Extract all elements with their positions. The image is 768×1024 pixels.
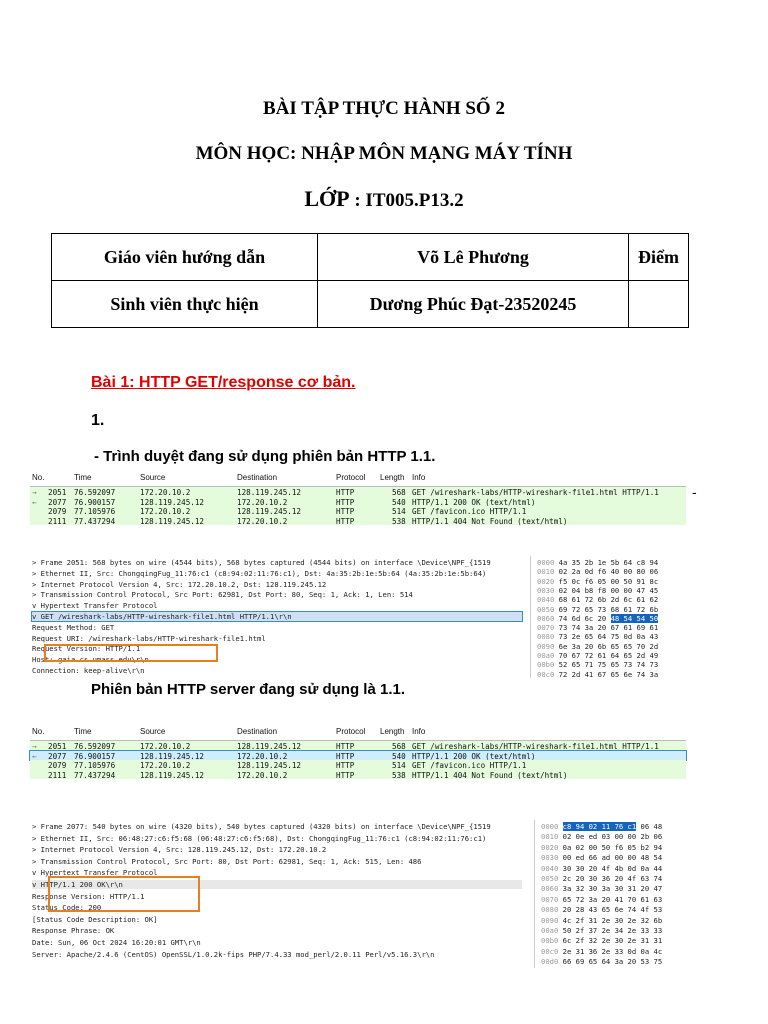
packet-cell-dst: 128.119.245.12 <box>237 761 302 770</box>
hex-offset: 0080 <box>541 905 563 915</box>
class-code: : IT005.P13.2 <box>349 190 464 211</box>
packet-cell-dst: 128.119.245.12 <box>237 507 302 516</box>
detail-line[interactable]: Status Code: 200 <box>32 903 102 913</box>
hex-offset: 0050 <box>541 874 563 883</box>
detail-line[interactable]: > Frame 2077: 540 bytes on wire (4320 bits), 540 bytes captured (4320 bits) on interface \Device\NPF_{1519 <box>32 822 491 831</box>
hex-offset: 0020 <box>537 576 559 586</box>
hex-offset: 0000 <box>541 822 563 831</box>
hex-bytes: 73 2e 65 64 75 0d 0a 43 <box>558 632 659 642</box>
detail-line[interactable]: Response Phrase: OK <box>32 926 115 936</box>
class-label: LỚP <box>304 186 350 211</box>
packet-cell-time: 77.437294 <box>74 516 116 526</box>
response-arrow-icon: ← <box>32 751 37 761</box>
hex-row <box>541 822 662 831</box>
packet-cell-dst: 172.20.10.2 <box>237 497 288 507</box>
packet-cell-dst: 172.20.10.2 <box>237 770 288 780</box>
packet-row[interactable] <box>30 770 686 780</box>
column-header[interactable]: No. <box>32 473 45 482</box>
packet-cell-info: HTTP/1.1 404 Not Found (text/html) <box>412 770 568 780</box>
hex-offset: 0030 <box>537 585 559 595</box>
hex-offset: 00a0 <box>537 651 559 660</box>
hex-offset: 0080 <box>537 632 559 642</box>
student-label: Sinh viên thực hiện <box>52 281 318 328</box>
packet-cell-src: 172.20.10.2 <box>140 761 191 770</box>
hex-offset: 00b0 <box>541 936 563 946</box>
hex-bytes: 02 04 b8 f8 00 00 47 45 <box>558 585 659 595</box>
packet-cell-info: HTTP/1.1 404 Not Found (text/html) <box>412 516 568 526</box>
hex-bytes: 68 61 72 6b 2d 6c 61 62 <box>558 595 659 605</box>
packet-cell-src: 172.20.10.2 <box>140 742 191 751</box>
hex-row <box>537 670 658 678</box>
section-heading: Bài 1: HTTP GET/response cơ bản. <box>91 374 356 391</box>
packet-cell-time: 76.592097 <box>74 742 116 751</box>
hex-bytes: 69 72 65 73 68 61 72 6b <box>558 604 659 614</box>
packet-cell-time: 76.900157 <box>74 497 116 507</box>
doc-title-line1: BÀI TẬP THỰC HÀNH SỐ 2 <box>263 98 505 119</box>
hex-bytes: 20 28 43 65 6e 74 4f 53 <box>562 905 663 915</box>
packet-cell-time: 77.105976 <box>74 761 116 770</box>
hex-row <box>541 843 662 852</box>
packet-cell-len: 568 <box>392 742 406 751</box>
student-name: Dương Phúc Đạt-23520245 <box>318 281 629 328</box>
detail-line[interactable]: Request Method: GET <box>32 622 115 632</box>
hex-row <box>541 864 662 873</box>
hex-bytes: 02 2a 0d f6 40 00 80 06 <box>558 567 659 577</box>
detail-line[interactable]: Date: Sun, 06 Oct 2024 16:20:01 GMT\r\n <box>32 938 201 947</box>
hex-row <box>541 957 662 966</box>
packet-list-1 <box>30 472 686 525</box>
hex-row <box>537 586 658 595</box>
hex-row <box>541 905 662 914</box>
hex-row <box>537 623 658 632</box>
packet-cell-no: 2079 <box>48 507 67 516</box>
detail-line[interactable]: > Internet Protocol Version 4, Src: 128.119.245.12, Dst: 172.20.10.2 <box>32 845 327 855</box>
hex-bytes: f5 0c f6 05 00 50 91 8c <box>558 576 659 586</box>
hex-offset: 00d0 <box>541 957 563 967</box>
column-header[interactable]: Source <box>140 727 166 736</box>
packet-cell-proto: HTTP <box>336 507 355 516</box>
column-header[interactable]: Source <box>140 473 166 482</box>
packet-cell-no: 2077 <box>48 751 67 761</box>
hex-bytes: 2c 20 30 36 20 4f 63 74 <box>562 874 663 883</box>
hex-row <box>537 595 658 604</box>
info-table <box>51 233 689 328</box>
packet-cell-no: 2051 <box>48 488 67 497</box>
detail-line[interactable]: > Internet Protocol Version 4, Src: 172.20.10.2, Dst: 128.119.245.12 <box>32 579 327 589</box>
hex-offset: 00c0 <box>541 946 563 956</box>
hex-offset: 0070 <box>541 894 563 904</box>
packet-cell-len: 514 <box>392 507 406 516</box>
hex-offset: 0010 <box>541 832 563 842</box>
packet-cell-no: 2111 <box>48 770 67 780</box>
packet-bytes-1 <box>530 556 687 678</box>
packet-row[interactable] <box>30 497 686 507</box>
detail-line[interactable]: > Ethernet II, Src: 06:48:27:c6:f5:68 (06:48:27:c6:f5:68), Dst: ChongqingFug_11:76:c1 (c8:94:02:11:76:c1) <box>32 833 487 843</box>
column-header[interactable]: Protocol <box>336 727 366 736</box>
packet-cell-dst: 128.119.245.12 <box>237 488 302 497</box>
hex-bytes: 02 0e ed 03 00 00 2b 06 <box>562 832 663 842</box>
column-header[interactable]: Time <box>74 727 92 736</box>
hex-row <box>541 832 662 841</box>
teacher-name: Võ Lê Phương <box>318 234 629 281</box>
detail-line[interactable]: > Transmission Control Protocol, Src Port: 80, Dst Port: 62981, Seq: 1, Ack: 515, Len: 486 <box>32 856 422 866</box>
packet-cell-dst: 172.20.10.2 <box>237 516 288 526</box>
packet-list-2 <box>30 726 686 779</box>
score-label: Điểm <box>629 234 689 281</box>
answer-line-2: Phiên bản HTTP server đang sử dụng là 1.1. <box>91 681 405 698</box>
detail-line[interactable]: v Hypertext Transfer Protocol <box>32 601 158 611</box>
detail-line[interactable]: > Ethernet II, Src: ChongqingFug_11:76:c1 (c8:94:02:11:76:c1), Dst: 4a:35:2b:1e:5b:64 (4a:35:2b:1e:5b:64) <box>32 568 487 578</box>
doc-title-line3 <box>0 186 768 212</box>
packet-cell-proto: HTTP <box>336 751 355 761</box>
packet-cell-len: 538 <box>392 770 406 780</box>
packet-row[interactable] <box>30 506 686 516</box>
hex-offset: 0050 <box>537 604 559 614</box>
hex-bytes: 50 2f 37 2e 34 2e 33 33 <box>562 926 663 935</box>
hex-row <box>541 926 662 935</box>
packet-cell-src: 128.119.245.12 <box>140 770 205 780</box>
hex-bytes: 06 48 <box>636 822 663 831</box>
packet-cell-src: 172.20.10.2 <box>140 507 191 516</box>
hex-bytes: 0a 02 00 50 f6 05 b2 94 <box>562 842 663 852</box>
detail-line[interactable]: v Hypertext Transfer Protocol <box>32 868 158 878</box>
hex-offset: 0010 <box>537 567 559 577</box>
hex-bytes: 3a 32 30 3a 30 31 20 47 <box>562 884 663 894</box>
detail-line[interactable]: Server: Apache/2.4.6 (CentOS) OpenSSL/1.0.2k-fips PHP/7.4.33 mod_perl/2.0.11 Perl/v5.16.3\r\n <box>32 949 435 959</box>
hex-offset: 0040 <box>537 595 559 605</box>
hex-row <box>537 567 658 576</box>
column-header[interactable]: Protocol <box>336 473 366 482</box>
request-arrow-icon: → <box>32 488 37 497</box>
hex-offset: 0090 <box>537 641 559 651</box>
teacher-label: Giáo viên hướng dẫn <box>52 234 318 281</box>
hex-offset: 0020 <box>541 842 563 852</box>
packet-cell-time: 77.437294 <box>74 770 116 780</box>
hex-offset: 00a0 <box>541 926 563 935</box>
packet-list-header <box>30 472 686 487</box>
packet-bytes-2 <box>534 820 687 968</box>
hex-row <box>541 884 662 893</box>
hex-bytes: 6e 3a 20 6b 65 65 70 2d <box>558 641 659 651</box>
detail-line[interactable]: > Frame 2051: 568 bytes on wire (4544 bits), 568 bytes captured (4544 bits) on interface \Device\NPF_{1519 <box>32 558 491 567</box>
packet-cell-no: 2077 <box>48 497 67 507</box>
request-arrow-icon: → <box>32 742 37 751</box>
packet-row[interactable] <box>30 751 686 761</box>
hex-bytes: 72 2d 41 67 65 6e 74 3a <box>558 669 659 678</box>
packet-cell-proto: HTTP <box>336 761 355 770</box>
hex-row <box>537 605 658 614</box>
packet-list-header <box>30 726 686 741</box>
packet-cell-src: 172.20.10.2 <box>140 488 191 497</box>
hex-bytes: 74 6d 6c 20 <box>558 613 611 623</box>
column-header[interactable]: Length <box>380 727 405 736</box>
packet-cell-info: GET /favicon.ico HTTP/1.1 <box>412 507 527 516</box>
packet-row[interactable] <box>30 487 686 497</box>
detail-line[interactable]: Connection: keep-alive\r\n <box>32 666 145 675</box>
packet-cell-dst: 128.119.245.12 <box>237 742 302 751</box>
packet-cell-proto: HTTP <box>336 770 355 780</box>
hex-offset: 0060 <box>541 884 563 894</box>
detail-line[interactable]: Request URI: /wireshark-labs/HTTP-wireshark-file1.html <box>32 633 266 643</box>
packet-cell-src: 128.119.245.12 <box>140 497 205 507</box>
packet-cell-len: 538 <box>392 516 406 526</box>
detail-line[interactable]: > Transmission Control Protocol, Src Port: 62981, Dst Port: 80, Seq: 1, Ack: 1, Len: 514 <box>32 590 413 600</box>
hex-row <box>541 947 662 956</box>
hex-row <box>541 895 662 904</box>
column-header[interactable]: Time <box>74 473 92 482</box>
hex-bytes: 65 72 3a 20 41 70 61 63 <box>562 894 663 904</box>
column-header[interactable]: Info <box>412 727 426 736</box>
packet-cell-len: 514 <box>392 761 406 770</box>
column-header[interactable]: Destination <box>237 473 278 482</box>
packet-cell-len: 568 <box>392 488 406 497</box>
packet-cell-len: 540 <box>392 751 406 761</box>
score-value <box>629 281 689 328</box>
hex-row <box>537 558 658 567</box>
packet-row[interactable] <box>30 516 686 526</box>
packet-cell-info: GET /wireshark-labs/HTTP-wireshark-file1.html HTTP/1.1 <box>412 742 659 751</box>
hex-offset: 0070 <box>537 623 559 633</box>
column-header[interactable]: Length <box>380 473 405 482</box>
side-dash: - <box>692 484 697 500</box>
hex-offset: 00b0 <box>537 660 559 670</box>
detail-line[interactable]: v HTTP/1.1 200 OK\r\n <box>32 880 522 889</box>
packet-cell-len: 540 <box>392 497 406 507</box>
packet-cell-no: 2079 <box>48 761 67 770</box>
hex-bytes: 4a 35 2b 1e 5b 64 c8 94 <box>558 558 659 567</box>
column-header[interactable]: Info <box>412 473 426 482</box>
hex-bytes: 4c 2f 31 2e 30 2e 32 6b <box>562 915 663 925</box>
hex-selected-bytes: c8 94 02 11 76 c1 <box>562 822 637 831</box>
hex-offset: 0060 <box>537 613 559 623</box>
packet-cell-no: 2051 <box>48 742 67 751</box>
highlight-box-response-version <box>48 876 200 912</box>
detail-line[interactable]: v GET /wireshark-labs/HTTP-wireshark-file1.html HTTP/1.1\r\n <box>32 612 522 621</box>
packet-cell-src: 128.119.245.12 <box>140 516 205 526</box>
packet-cell-info: GET /wireshark-labs/HTTP-wireshark-file1.html HTTP/1.1 <box>412 488 659 497</box>
question-number: 1. <box>91 412 105 429</box>
hex-row <box>537 651 658 660</box>
packet-cell-time: 77.105976 <box>74 507 116 516</box>
response-arrow-icon: ← <box>32 497 37 507</box>
column-header[interactable]: No. <box>32 727 45 736</box>
packet-cell-time: 76.900157 <box>74 751 116 761</box>
hex-row <box>537 577 658 586</box>
hex-row <box>537 632 658 641</box>
hex-bytes: 30 30 20 4f 4b 0d 0a 44 <box>562 863 663 873</box>
packet-cell-proto: HTTP <box>336 497 355 507</box>
packet-row[interactable] <box>30 760 686 770</box>
packet-cell-dst: 172.20.10.2 <box>237 751 288 761</box>
hex-selected-bytes: 48 54 54 50 <box>610 613 659 623</box>
hex-offset: 00c0 <box>537 669 559 678</box>
packet-cell-proto: HTTP <box>336 742 355 751</box>
hex-offset: 0030 <box>541 853 563 863</box>
packet-cell-info: HTTP/1.1 200 OK (text/html) <box>412 751 536 761</box>
packet-row[interactable] <box>30 741 686 751</box>
hex-row <box>537 614 658 623</box>
column-header[interactable]: Destination <box>237 727 278 736</box>
hex-bytes: 73 74 3a 20 67 61 69 61 <box>558 623 659 633</box>
detail-line[interactable]: Response Version: HTTP/1.1 <box>32 891 145 901</box>
hex-bytes: 2e 31 36 2e 33 0d 0a 4c <box>562 946 663 956</box>
highlight-box-request-version <box>44 644 218 662</box>
packet-cell-info: HTTP/1.1 200 OK (text/html) <box>412 497 536 507</box>
packet-cell-time: 76.592097 <box>74 488 116 497</box>
hex-offset: 0090 <box>541 915 563 925</box>
detail-line[interactable]: [Status Code Description: OK] <box>32 914 158 924</box>
hex-row <box>541 853 662 862</box>
packet-cell-proto: HTTP <box>336 516 355 526</box>
doc-title-line2: MÔN HỌC: NHẬP MÔN MẠNG MÁY TÍNH <box>195 143 573 164</box>
hex-bytes: 00 ed 66 ad 00 00 48 54 <box>562 853 663 863</box>
hex-row <box>537 660 658 669</box>
hex-row <box>541 874 662 883</box>
packet-cell-no: 2111 <box>48 516 67 526</box>
hex-row <box>541 936 662 945</box>
hex-bytes: 70 67 72 61 64 65 2d 49 <box>558 651 659 660</box>
packet-cell-proto: HTTP <box>336 488 355 497</box>
hex-row <box>541 916 662 925</box>
hex-offset: 0000 <box>537 558 559 567</box>
hex-bytes: 66 69 65 64 3a 20 53 75 <box>562 957 663 967</box>
answer-line-1: - Trình duyệt đang sử dụng phiên bản HTTP 1.1. <box>94 448 436 465</box>
hex-row <box>537 642 658 651</box>
hex-bytes: 6c 2f 32 2e 30 2e 31 31 <box>562 936 663 946</box>
detail-line[interactable]: Host: gaia.cs.umass.edu\r\n <box>32 655 149 665</box>
packet-cell-info: GET /favicon.ico HTTP/1.1 <box>412 761 527 770</box>
hex-offset: 0040 <box>541 863 563 873</box>
hex-bytes: 52 65 71 75 65 73 74 73 <box>558 660 659 670</box>
detail-line[interactable]: Request Version: HTTP/1.1 <box>32 644 141 654</box>
packet-cell-src: 128.119.245.12 <box>140 751 205 761</box>
